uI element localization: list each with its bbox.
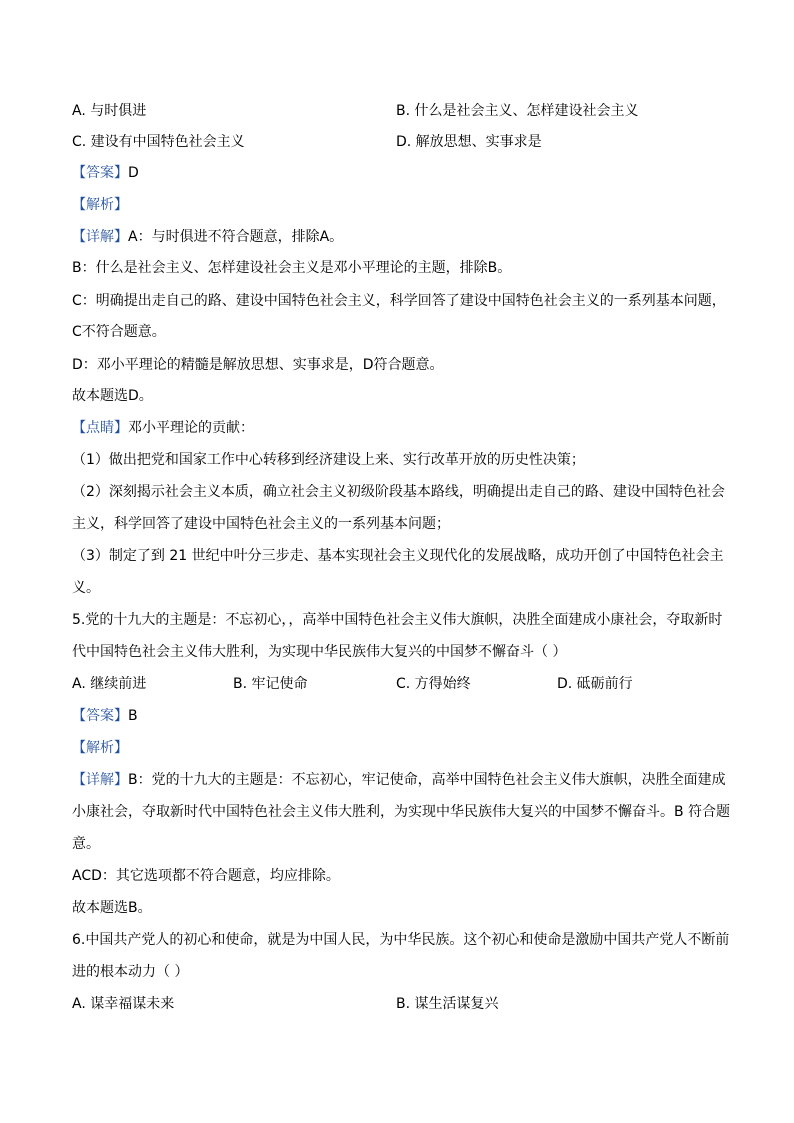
q5-option-b: B. 牢记使命	[233, 676, 308, 692]
answer-value: B	[128, 708, 138, 724]
answer-label: 【答案】	[72, 708, 128, 724]
analysis-label: 【解析】	[72, 740, 128, 756]
q6-option-b: B. 谋生活谋复兴	[396, 996, 499, 1012]
q5-detail-line: 故本题选B。	[72, 900, 152, 916]
q4-tip-line	[72, 418, 254, 438]
tip-text: 邓小平理论的贡献：	[128, 420, 254, 436]
q4-answer	[72, 163, 139, 183]
answer-label: 【答案】	[72, 165, 128, 181]
q4-detail-line: D：邓小平理论的精髓是解放思想、实事求是，D符合题意。	[72, 357, 444, 373]
detail-text: A：与时俱进不符合题意，排除A。	[128, 229, 344, 245]
q4-tip-line: （3）制定了到 21 世纪中叶分三步走、基本实现社会主义现代化的发展战略，成功开创了中国特色社会主	[72, 548, 724, 564]
q4-option-c: C. 建设有中国特色社会主义	[72, 134, 245, 150]
detail-text: B：党的十九大的主题是：不忘初心，牢记使命，高举中国特色社会主义伟大旗帜，决胜全面建成	[128, 772, 726, 788]
q4-detail-line: C不符合题意。	[72, 324, 166, 340]
q5-detail-line: ACD：其它选项都不符合题意，均应排除。	[72, 868, 340, 884]
q5-option-c: C. 方得始终	[396, 676, 471, 692]
q5-detail-line: 小康社会，夺取新时代中国特色社会主义伟大胜利，为实现中华民族伟大复兴的中国梦不懈奋斗。B 符合题	[72, 804, 731, 820]
answer-value: D	[128, 165, 139, 181]
q5-option-d: D. 砥砺前行	[557, 676, 633, 692]
q4-detail-line: 故本题选D。	[72, 388, 153, 404]
detail-label: 【详解】	[72, 772, 128, 788]
q4-detail-line: C：明确提出走自己的路、建设中国特色社会主义，科学回答了建设中国特色社会主义的一系列基本问题，	[72, 293, 726, 309]
q5-detail-line	[72, 770, 726, 790]
q5-stem-line: 代中国特色社会主义伟大胜利，为实现中华民族伟大复兴的中国梦不懈奋斗（ ）	[72, 644, 567, 660]
q5-answer	[72, 706, 138, 726]
q4-tip-line: （2）深刻揭示社会主义本质，确立社会主义初级阶段基本路线，明确提出走自己的路、建设中国特色社会	[72, 484, 725, 500]
q4-analysis-label	[72, 195, 128, 215]
q6-stem-line: 6.中国共产党人的初心和使命，就是为中国人民，为中华民族。这个初心和使命是激励中国共产党人不断前	[72, 932, 730, 948]
tip-label: 【点睛】	[72, 420, 128, 436]
detail-label: 【详解】	[72, 229, 128, 245]
q5-option-a: A. 继续前进	[72, 676, 147, 692]
q4-tip-line: 义。	[72, 580, 100, 596]
q4-tip-line: 主义，科学回答了建设中国特色社会主义的一系列基本问题；	[72, 516, 450, 532]
q5-analysis-label	[72, 738, 128, 758]
analysis-label: 【解析】	[72, 197, 128, 213]
q4-tip-line: （1）做出把党和国家工作中心转移到经济建设上来、实行改革开放的历史性决策；	[72, 452, 585, 468]
q4-option-d: D. 解放思想、实事求是	[396, 134, 542, 150]
q5-detail-line: 意。	[72, 836, 100, 852]
q6-option-a: A. 谋幸福谋未来	[72, 996, 175, 1012]
q4-option-a: A. 与时俱进	[72, 103, 147, 119]
q4-option-b: B. 什么是社会主义、怎样建设社会主义	[396, 103, 639, 119]
q4-detail-line: B：什么是社会主义、怎样建设社会主义是邓小平理论的主题，排除B。	[72, 260, 512, 276]
q4-detail-line	[72, 227, 343, 247]
q6-stem-line: 进的根本动力（ ）	[72, 964, 189, 980]
q5-stem-line: 5.党的十九大的主题是：不忘初心，，高举中国特色社会主义伟大旗帜，决胜全面建成小康社会，夺取新时	[72, 612, 723, 628]
